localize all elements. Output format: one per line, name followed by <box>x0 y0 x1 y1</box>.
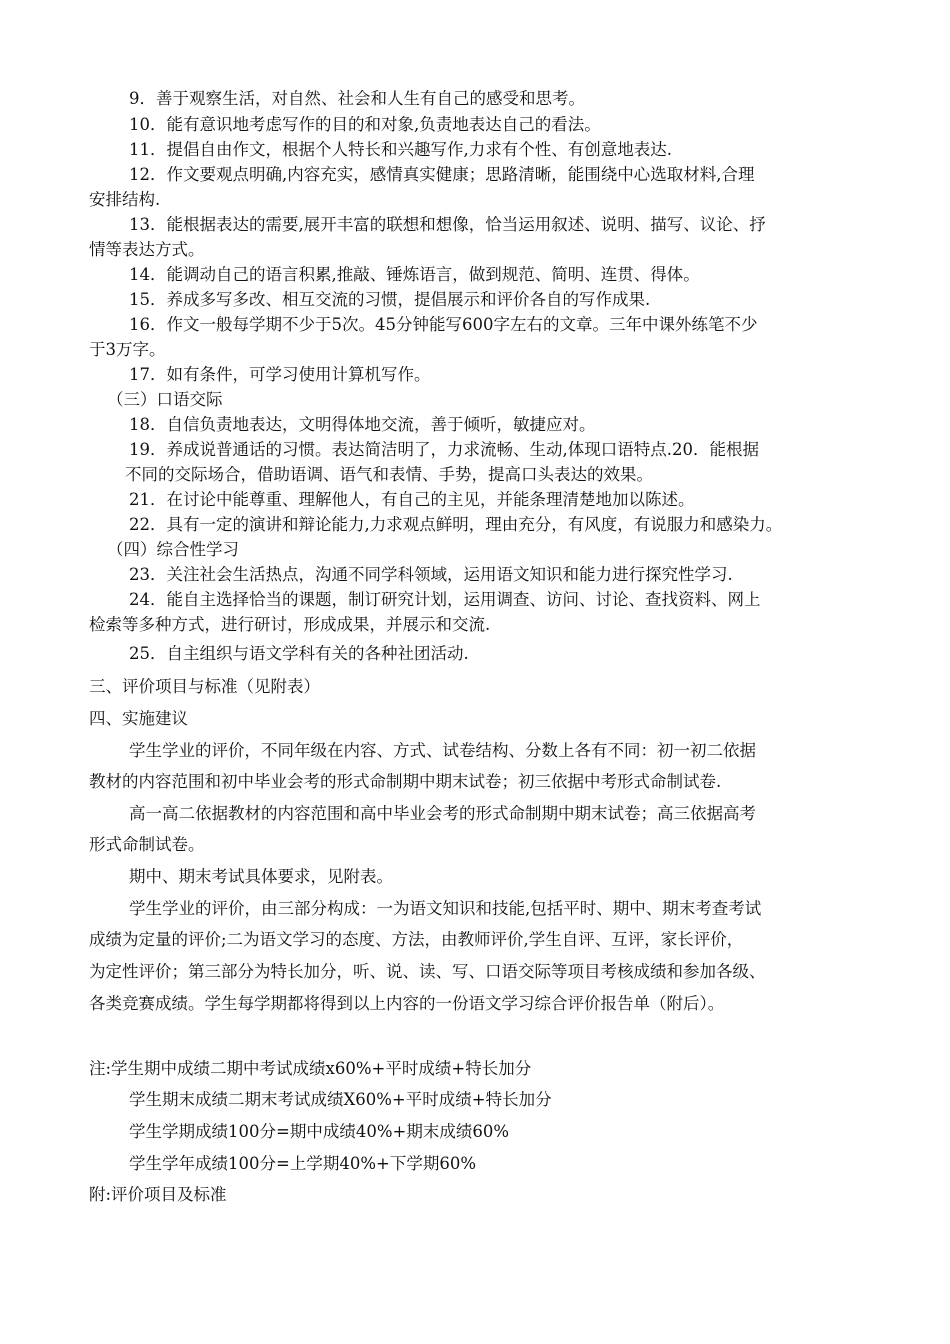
section-heading-3: （三）口语交际 <box>107 390 223 409</box>
paragraph-1-line-1: 学生学业的评价，不同年级在内容、方式、试卷结构、分数上各有不同：初一初二依据 <box>129 741 756 760</box>
item-24: 24．能自主选择恰当的课题，制订研究计划，运用调查、访问、讨论、查找资料、网上 <box>129 590 761 609</box>
note-semester-score: 学生学期成绩100分=期中成绩40%+期末成绩60% <box>129 1122 509 1141</box>
item-12: 12．作文要观点明确,内容充实，感情真实健康；思路清晰，能围绕中心选取材料,合理 <box>129 165 755 184</box>
paragraph-2-line-1: 高一高二依据教材的内容范围和高中毕业会考的形式命制期中期末试卷；高三依据高考 <box>129 804 756 823</box>
item-16: 16．作文一般每学期不少于5次。45分钟能写600字左右的文章。三年中课外练笔不少 <box>129 315 758 334</box>
note-midterm-score: 注:学生期中成绩二期中考试成绩x60%+平时成绩+特长加分 <box>89 1059 532 1078</box>
item-13-cont: 情等表达方式。 <box>89 240 205 259</box>
item-11: 11．提倡自由作文，根据个人特长和兴趣写作,力求有个性、有创意地表达. <box>129 140 672 159</box>
paragraph-4-line-2: 成绩为定量的评价;二为语文学习的态度、方法，由教师评价,学生自评、互评，家长评价， <box>89 930 744 949</box>
appendix-label: 附:评价项目及标准 <box>89 1185 227 1204</box>
item-10: 10．能有意识地考虑写作的目的和对象,负责地表达自己的看法。 <box>129 115 601 134</box>
paragraph-1-line-2: 教材的内容范围和初中毕业会考的形式命制期中期末试卷；初三依据中考形式命制试卷. <box>89 772 722 791</box>
note-year-score: 学生学年成绩100分=上学期40%+下学期60% <box>129 1154 476 1173</box>
paragraph-4-line-4: 各类竞赛成绩。学生每学期都将得到以上内容的一份语文学习综合评价报告单（附后）。 <box>89 994 725 1013</box>
paragraph-2-line-2: 形式命制试卷。 <box>89 835 205 854</box>
heading-implementation: 四、实施建议 <box>89 709 188 728</box>
paragraph-4-line-1: 学生学业的评价，由三部分构成：一为语文知识和技能,包括平时、期中、期末考查考试 <box>129 899 762 918</box>
item-22: 22．具有一定的演讲和辩论能力,力求观点鲜明，理由充分，有风度，有说服力和感染力。 <box>129 515 783 534</box>
item-25: 25．自主组织与语文学科有关的各种社团活动. <box>129 644 469 663</box>
note-final-score: 学生期末成绩二期末考试成绩X60%+平时成绩+特长加分 <box>129 1090 552 1109</box>
item-18: 18．自信负责地表达，文明得体地交流，善于倾听，敏捷应对。 <box>129 415 596 434</box>
item-9: 9．善于观察生活，对自然、社会和人生有自己的感受和思考。 <box>129 89 585 108</box>
item-24-cont: 检索等多种方式，进行研讨，形成成果，并展示和交流. <box>89 615 491 634</box>
item-20-cont: 不同的交际场合，借助语调、语气和表情、手势，提高口头表达的效果。 <box>125 465 653 484</box>
section-heading-4: （四）综合性学习 <box>107 540 239 559</box>
item-21: 21．在讨论中能尊重、理解他人，有自己的主见，并能条理清楚地加以陈述。 <box>129 490 695 509</box>
item-23: 23．关注社会生活热点，沟通不同学科领域，运用语文知识和能力进行探究性学习. <box>129 565 733 584</box>
item-15: 15．养成多写多改、相互交流的习惯，提倡展示和评价各自的写作成果. <box>129 290 651 309</box>
item-13: 13．能根据表达的需要,展开丰富的联想和想像，恰当运用叙述、说明、描写、议论、抒 <box>129 215 766 234</box>
heading-evaluation: 三、评价项目与标准（见附表） <box>89 677 320 696</box>
item-17: 17．如有条件，可学习使用计算机写作。 <box>129 365 431 384</box>
item-12-cont: 安排结构. <box>89 190 161 209</box>
item-14: 14．能调动自己的语言积累,推敲、锤炼语言，做到规范、简明、连贯、得体。 <box>129 265 700 284</box>
paragraph-3: 期中、期末考试具体要求，见附表。 <box>129 867 393 886</box>
item-16-cont: 于3万字。 <box>89 340 166 359</box>
item-19: 19．养成说普通话的习惯。表达简洁明了，力求流畅、生动,体现口语特点.20．能根据 <box>129 440 759 459</box>
paragraph-4-line-3: 为定性评价；第三部分为特长加分，听、说、读、写、口语交际等项目考核成绩和参加各级、 <box>89 962 766 981</box>
